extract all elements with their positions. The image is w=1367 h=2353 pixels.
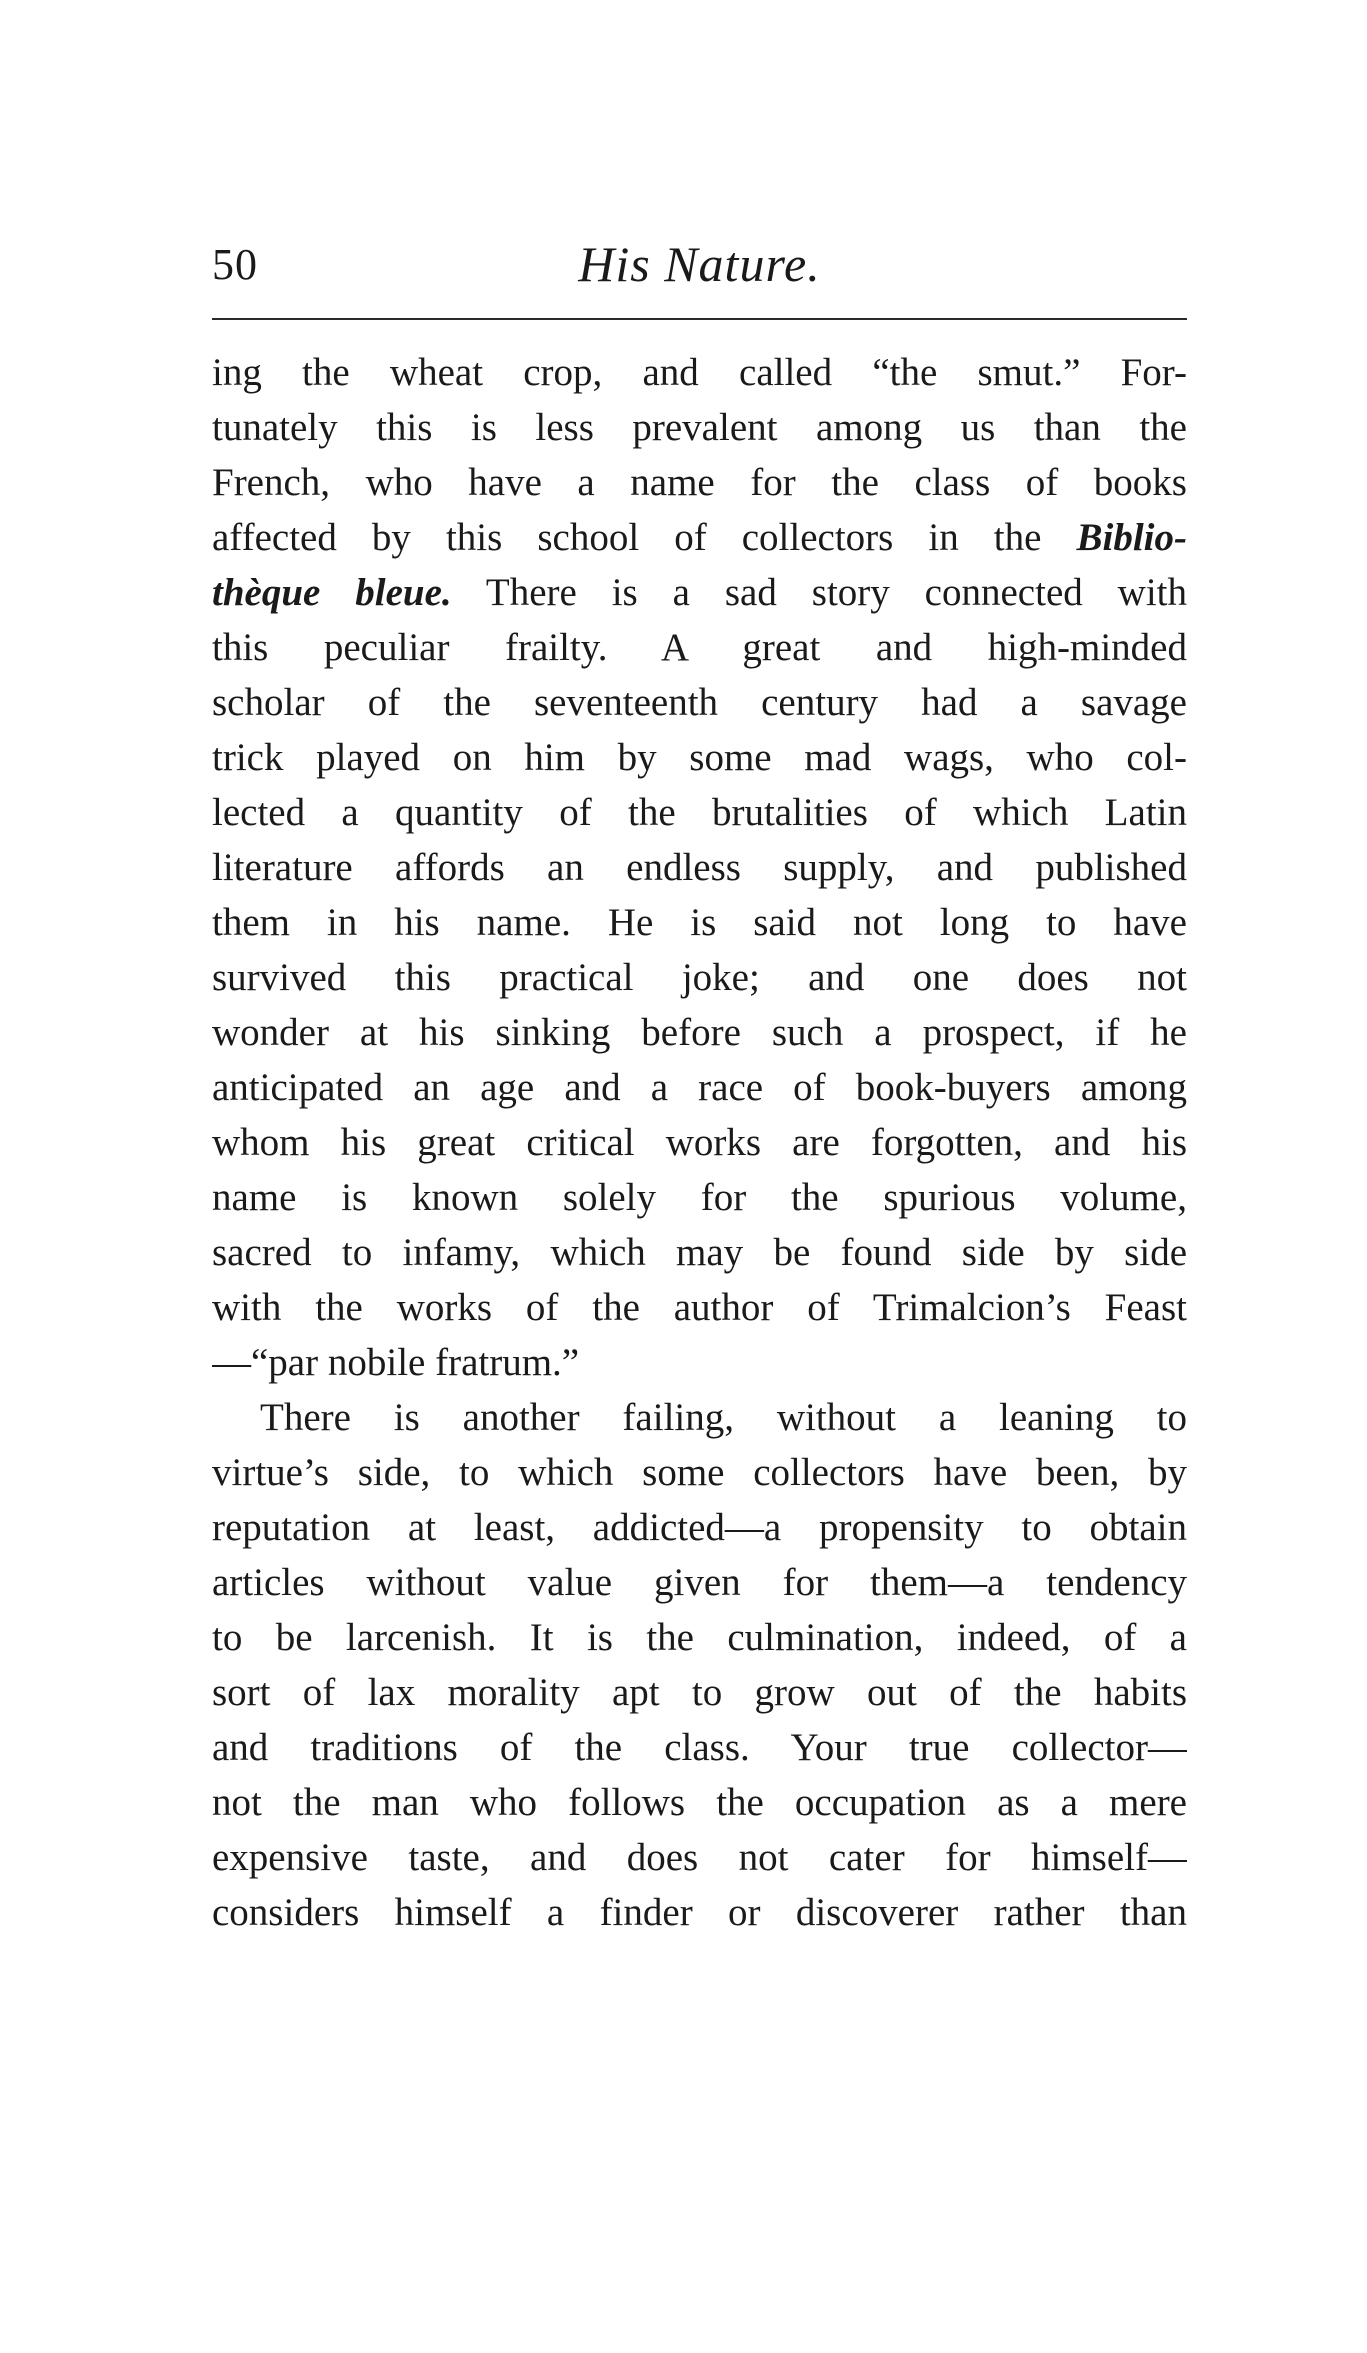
text-line xyxy=(212,565,1187,620)
text-line xyxy=(212,510,1187,565)
text-segment: There is a sad story connected with xyxy=(451,571,1187,614)
text-line: sort of lax morality apt to grow out of the habits xyxy=(212,1671,1187,1714)
text-line: considers himself a finder or discoverer rather than xyxy=(212,1891,1187,1934)
text-line: trick played on him by some mad wags, who col- xyxy=(212,736,1187,779)
text-line: wonder at his sinking before such a prospect, if he xyxy=(212,1011,1187,1054)
text-line: There is another failing, without a leaning to xyxy=(260,1396,1187,1439)
text-line: anticipated an age and a race of book-buyers among xyxy=(212,1066,1187,1109)
text-line: tunately this is less prevalent among us than the xyxy=(212,406,1187,449)
header-rule xyxy=(212,318,1187,320)
text-line: literature affords an endless supply, and published xyxy=(212,846,1187,889)
body-text xyxy=(212,345,1187,1940)
running-title: His Nature. xyxy=(578,236,821,292)
text-line: and traditions of the class. Your true collector— xyxy=(212,1726,1187,1769)
text-line: articles without value given for them—a tendency xyxy=(212,1561,1187,1604)
page-number: 50 xyxy=(212,240,258,289)
text-line: virtue’s side, to which some collectors have been, by xyxy=(212,1451,1187,1494)
italic-segment: thèque bleue. xyxy=(212,571,452,614)
text-line: —“par nobile fratrum.” xyxy=(212,1341,580,1384)
running-head xyxy=(212,228,1187,298)
text-line: whom his great critical works are forgotten, and his xyxy=(212,1121,1187,1164)
text-segment: affected by this school of collectors in the xyxy=(212,516,1077,559)
text-line: French, who have a name for the class of books xyxy=(212,461,1187,504)
text-line: ing the wheat crop, and called “the smut.” For- xyxy=(212,351,1187,394)
text-line: them in his name. He is said not long to have xyxy=(212,901,1187,944)
italic-segment: Biblio- xyxy=(1076,516,1187,559)
text-line: not the man who follows the occupation as a mere xyxy=(212,1781,1187,1824)
text-line: to be larcenish. It is the culmination, indeed, of a xyxy=(212,1616,1187,1659)
text-line: sacred to infamy, which may be found side by side xyxy=(212,1231,1187,1274)
text-line: scholar of the seventeenth century had a savage xyxy=(212,681,1187,724)
text-line: this peculiar frailty. A great and high-minded xyxy=(212,626,1187,669)
text-line: name is known solely for the spurious volume, xyxy=(212,1176,1187,1219)
text-line: survived this practical joke; and one does not xyxy=(212,956,1187,999)
text-line: lected a quantity of the brutalities of which Latin xyxy=(212,791,1187,834)
text-line: expensive taste, and does not cater for himself— xyxy=(212,1836,1187,1879)
text-line: with the works of the author of Trimalcion’s Feast xyxy=(212,1286,1187,1329)
text-line: reputation at least, addicted—a propensity to obtain xyxy=(212,1506,1187,1549)
